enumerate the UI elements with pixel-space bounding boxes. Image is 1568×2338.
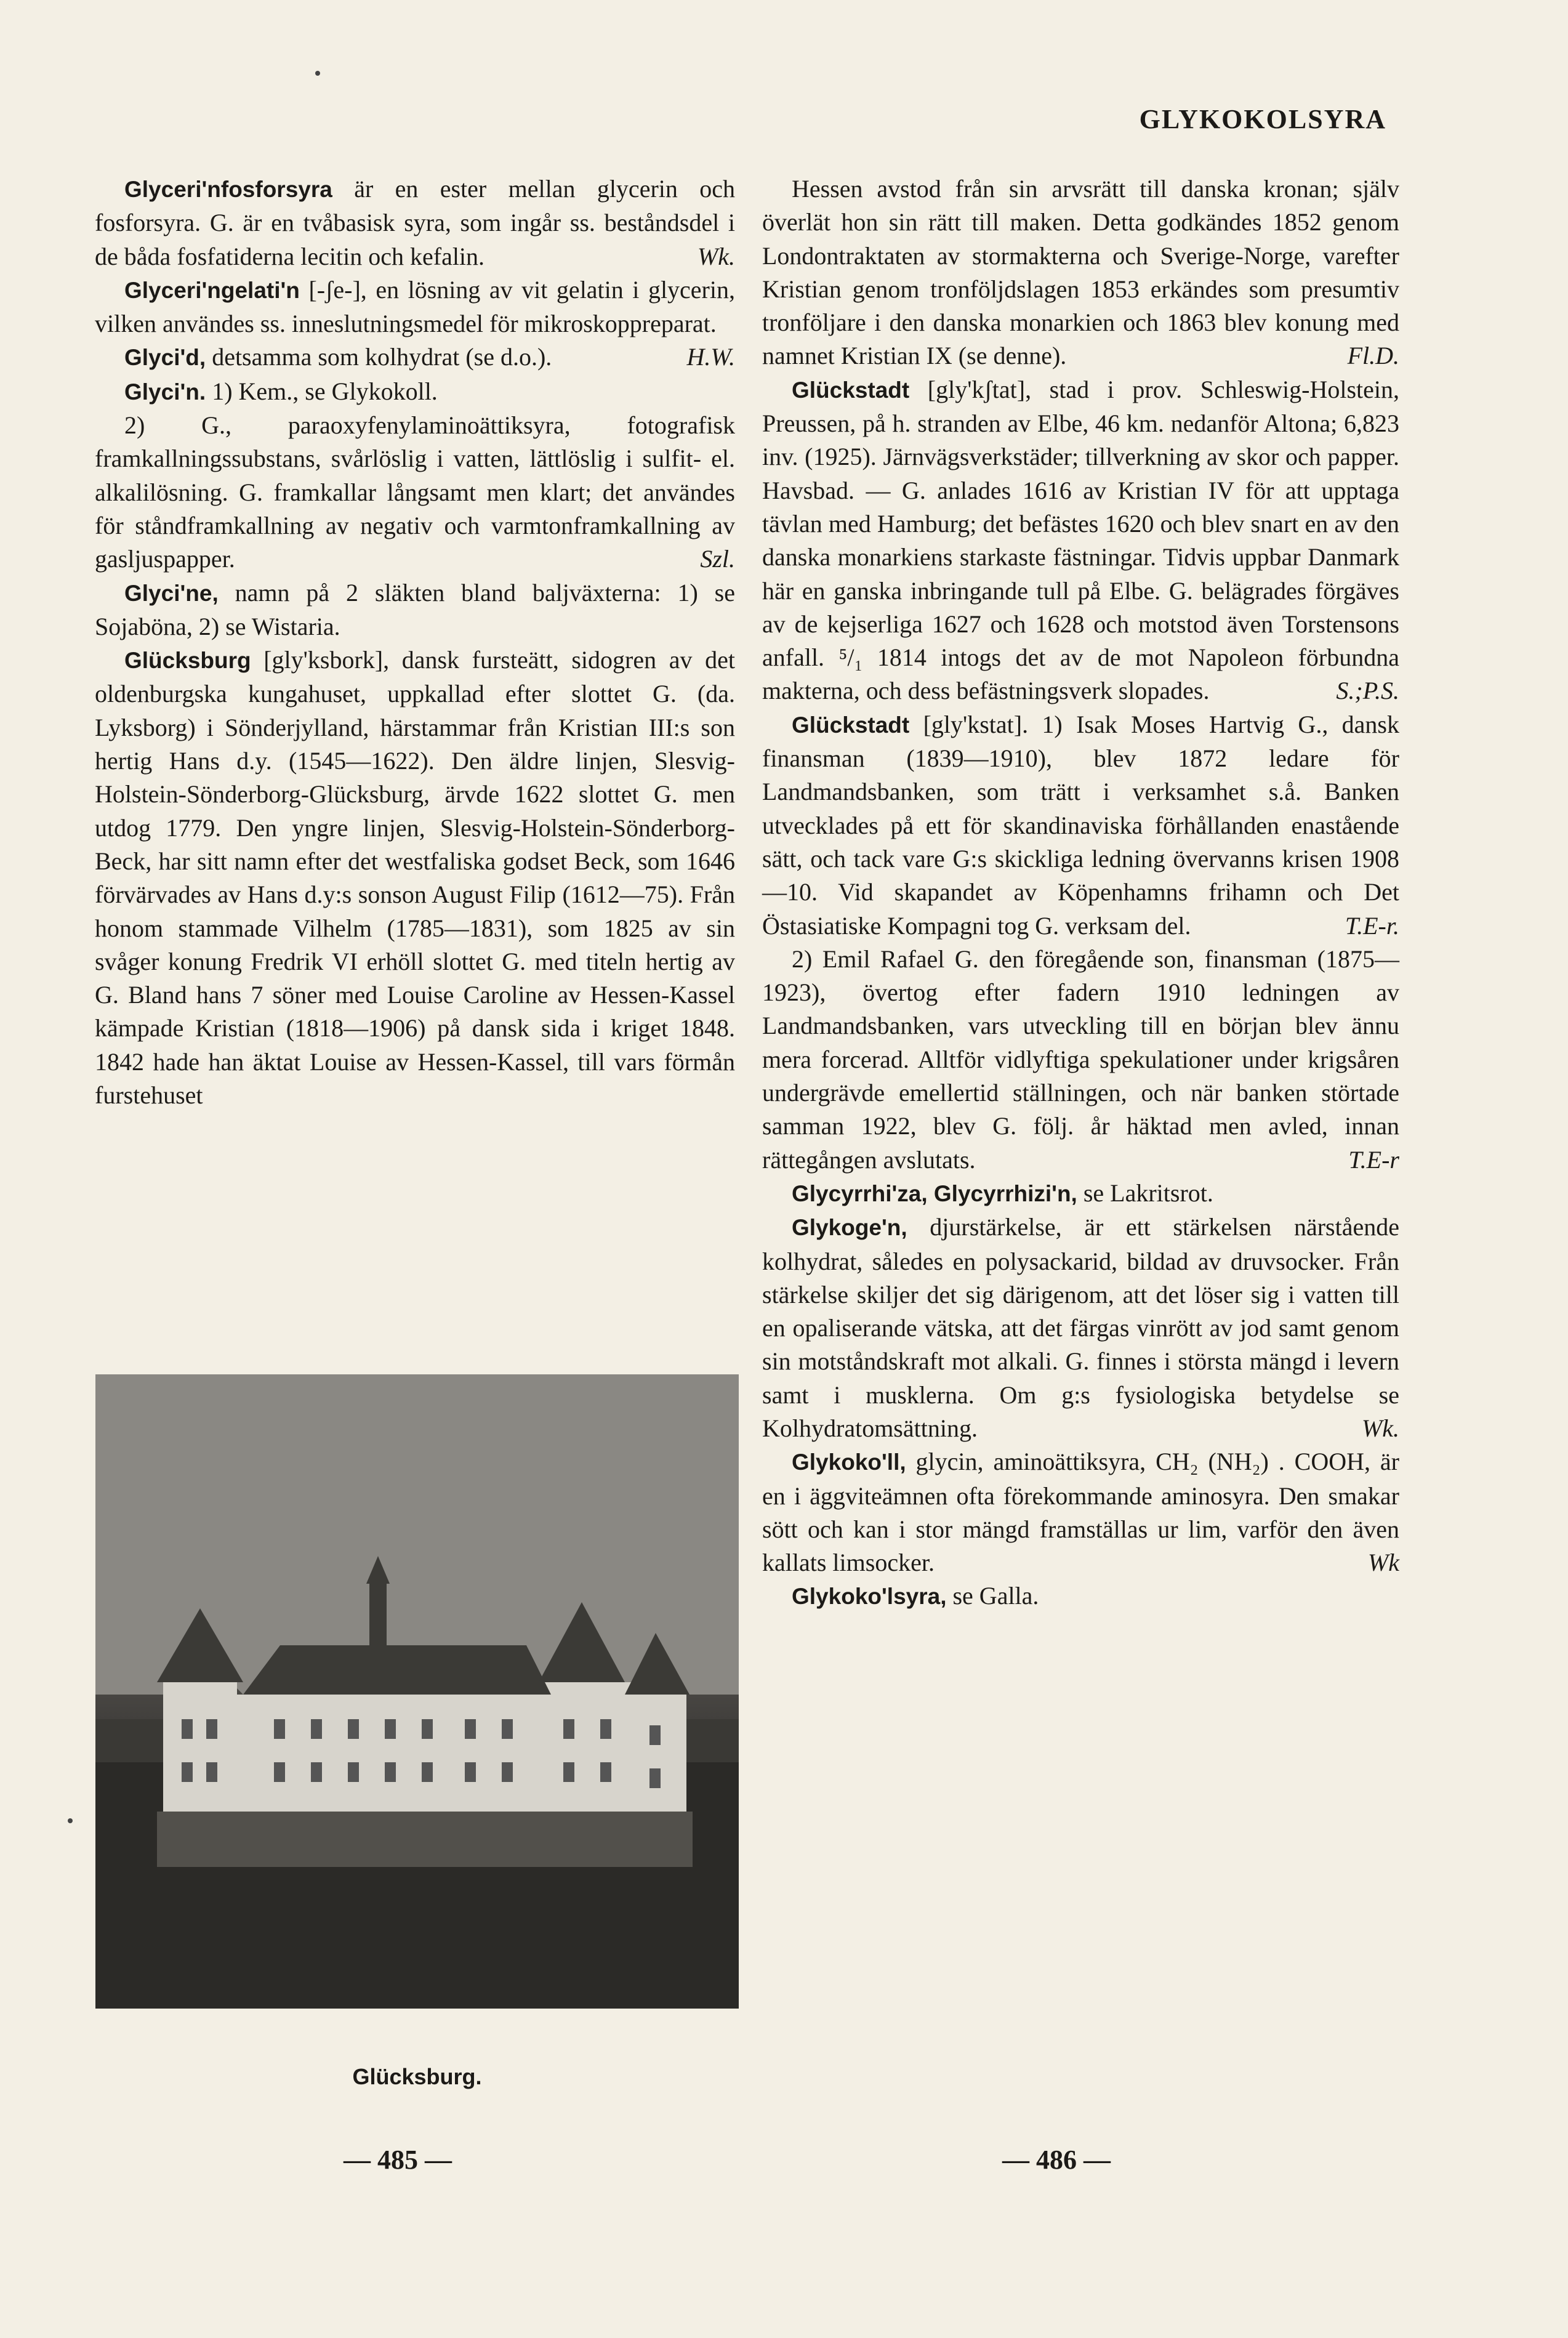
author-signature: Fl.D. — [1347, 342, 1399, 370]
article-entry — [95, 409, 735, 576]
speck-mark — [315, 71, 320, 76]
article-entry — [95, 576, 735, 644]
entry-text: se Galla. — [946, 1582, 1039, 1610]
entry-text: Hessen avstod från sin arvsrätt till danska kronan; själv överlät hon sin rätt till maken. Detta godkändes 1852 genom Londontraktaten av stormakterna och Sverige-Norge, varefter Kristian genom tronföljdslagen 1853 erkändes som presumtiv tronföljare i den danska monarkien och 1863 blev konung med namnet Kristian IX (se denne). — [762, 175, 1399, 370]
running-head: GLYKOKOLSYRA — [1139, 104, 1386, 134]
article-entry — [762, 172, 1399, 373]
article-entry — [95, 643, 735, 1112]
headword: Glycyrrhi'za, Glycyrrhizi'n, — [792, 1180, 1077, 1206]
article-entry — [762, 1445, 1399, 1579]
author-signature: Wk. — [697, 242, 735, 270]
headword: Glyci'n. — [124, 379, 206, 405]
author-signature: T.E-r — [1348, 1145, 1399, 1174]
entry-text: glycin, aminoättiksyra, CH₂ (NH₂) . COOH, är en i äggviteämnen ofta förekommande aminosyra. Den smakar sött och kan i stor mängd framställas ur lim, varför den även kallats limsocker. — [762, 1448, 1399, 1577]
headword: Glückstadt — [792, 377, 910, 403]
entry-text: [-ʃe-], en lösning av vit gelatin i glycerin, vilken användes ss. inneslutningsmedel för mikroskoppreparat. — [95, 275, 735, 338]
article-entry — [762, 708, 1399, 943]
article-entry — [95, 172, 735, 273]
entry-text: [gly'kstat]. 1) Isak Moses Hartvig G., dansk finansman (1839—1910), blev 1872 ledare för Landmandsbanken, som trätt i verksamhet s.å. Banken utvecklades på ett för skandinaviska förhållanden enastående sätt, och tack vare G:s skickliga ledning övervanns krisen 1908—10. Vid skapandet av Köpenhamns frihamn och Det Östasiatiske Kompagni tog G. verksam del. — [762, 710, 1399, 940]
article-entry — [762, 1177, 1399, 1211]
entry-text: 2) Emil Rafael G. den föregående son, finansman (1875—1923), övertog efter fadern 1910 ledningen av Landmandsbanken, vars utveckling till en början blev ännu mera forcerad. Alltför vidlyftiga spekulationer under krigsåren undergrävde emellertid ställningen, och när banken störtade samman 1922, blev G. följ. år häktad men avled, innan rättegången avslutats. — [762, 945, 1399, 1174]
article-entry — [762, 373, 1399, 708]
headword: Glyci'd, — [124, 345, 206, 371]
entry-text: 2) G., paraoxyfenylaminoättiksyra, fotografisk framkallningssubstans, svårlöslig i vatten, lättlöslig i sulfit- el. alkalilösning. G. framkallar långsamt men klart; det användes för ståndframkallning av negativ och varmtonframkallning av gasljuspapper. — [95, 411, 735, 573]
headword: Glykoko'll, — [792, 1449, 906, 1475]
article-entry — [95, 341, 735, 374]
speck-mark — [68, 1818, 73, 1823]
headword: Glykoko'lsyra, — [792, 1584, 947, 1610]
headword: Glücksburg — [124, 648, 251, 674]
entry-text: detsamma som kolhydrat (se d.o.). — [206, 343, 552, 371]
entry-text: är en ester mellan glycerin och fosforsyra. G. är en tvåbasisk syra, som ingår ss. beståndsdel i de båda fosfatiderna lecitin och kefalin. — [95, 175, 735, 270]
left-column — [95, 172, 735, 1112]
author-signature: S.;P.S. — [1336, 677, 1399, 705]
folio-right: — 486 — — [1002, 2145, 1111, 2175]
headword: Glyci'ne, — [124, 580, 219, 606]
headword: Glykoge'n, — [792, 1215, 907, 1241]
entry-text: namn på 2 släkten bland baljväxterna: 1) se Sojaböna, 2) se Wistaria. — [95, 578, 735, 640]
author-signature: Wk. — [1361, 1414, 1399, 1442]
entry-text: se Lakritsrot. — [1077, 1179, 1213, 1207]
folio-left: — 485 — — [344, 2145, 452, 2175]
article-entry — [95, 375, 735, 409]
headword: Glückstadt — [792, 712, 910, 738]
entry-text: 1) Kem., se Glykokoll. — [206, 377, 438, 405]
author-signature: H.W. — [686, 343, 735, 371]
headword: Glyceri'ngelati'n — [124, 277, 300, 303]
entry-text: djurstärkelse, är ett stärkelsen närstående kolhydrat, således en polysackarid, bildad av druvsocker. Från stärkelse skiljer det sig därigenom, att det löser sig i vatten till en opaliserande vätska, att det färgas vinrött av jod samt genom sin motståndskraft mot alkali. G. finnes i största mängd i levern samt i musklerna. Om g:s fysiologiska betydelse se Kolhydratomsättning. — [762, 1213, 1399, 1442]
author-signature: Wk — [1367, 1549, 1399, 1577]
author-signature: Szl. — [700, 545, 735, 573]
article-entry — [762, 943, 1399, 1177]
entry-text: [gly'ksbork], dansk fursteätt, sidogren av det oldenburgska kungahuset, uppkallad efter slottet G. (da. Lyksborg) i Sönderjylland, härstammar från Kristian III:s son hertig Hans d.y. (1545—1622). Den äldre linjen, Slesvig-Holstein-Sönderborg-Glücksburg, ärvde 1622 slottet G. men utdog 1779. Den yngre linjen, Slesvig-Holstein-Sönderborg-Beck, har sitt namn efter det westfaliska godset Beck, som 1646 förvärvades av Hans d.y:s sonson August Filip (1612—75). Från honom stammade Vilhelm (1785—1831), som 1825 av sin svåger konung Fredrik VI erhöll slottet G. med titeln hertig av G. Bland hans 7 söner med Louise Caroline av Hessen-Kassel kämpade Kristian (1818—1906) på dansk sida i kriget 1848. 1842 hade han äktat Louise av Hessen-Kassel, till vars förmån furstehuset — [95, 646, 735, 1110]
headword: Glyceri'nfosforsyra — [124, 177, 332, 202]
article-entry — [762, 1211, 1399, 1445]
right-column — [762, 172, 1399, 1614]
photo-caption: Glücksburg. — [352, 2064, 482, 2089]
glucksburg-castle-photo — [95, 1374, 739, 2009]
article-entry — [762, 1579, 1399, 1613]
entry-text: [gly'kʃtat], stad i prov. Schleswig-Holstein, Preussen, på h. stranden av Elbe, 46 km. nedanför Altona; 6,823 inv. (1925). Järnvägsverkstäder; tillverkning av skor och papper. Havsbad. — G. anlades 1616 av Kristian IV för att upptaga tävlan med Hamburg; det befästes 1620 och blev snart en av den danska monarkiens starkaste fästningar. Tidvis uppbar Danmark här en ganska inbringande tull på Elbe. G. belägrades förgäves av de kejserliga 1627 och 1628 och motstod även Torstensons anfall. ⁵/₁ 1814 intogs det av de mot Napoleon förbundna makterna, och dess befästningsverk slopades. — [762, 375, 1399, 705]
author-signature: T.E-r. — [1345, 911, 1399, 940]
